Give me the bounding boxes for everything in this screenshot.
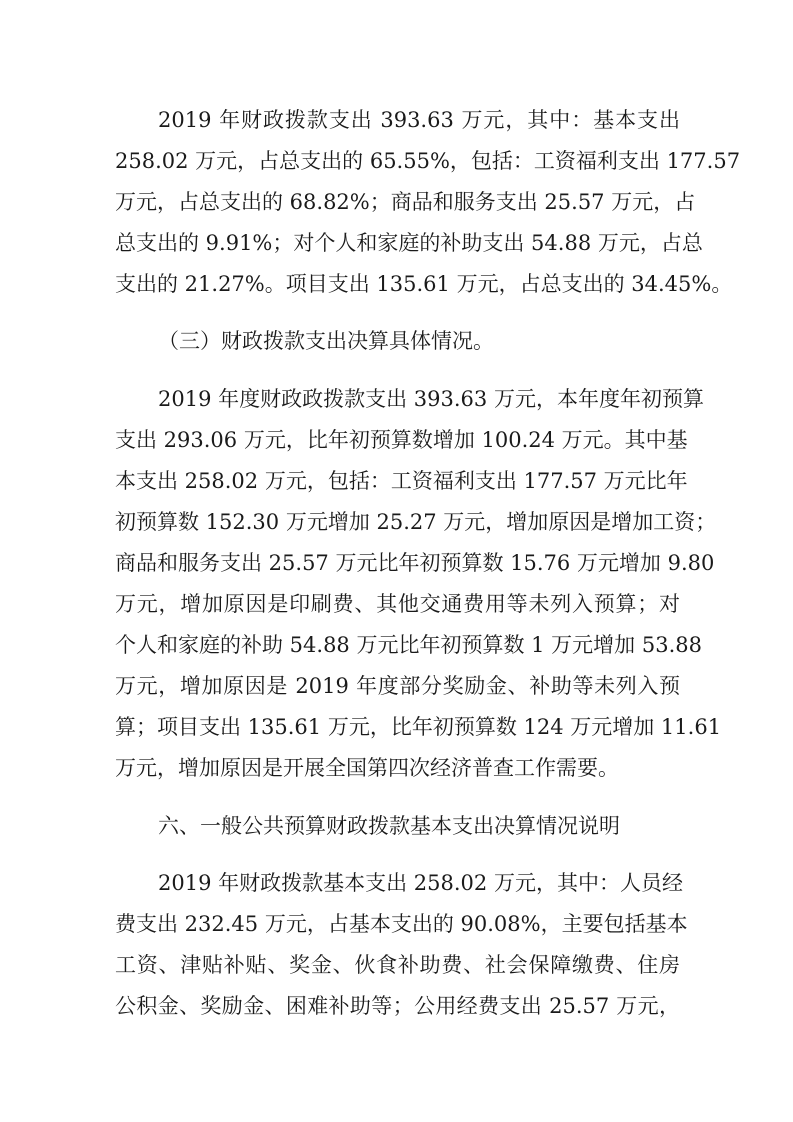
text-line: 258.02 万元，占总支出的 65.55%，包括：工资福利支出 177.57 xyxy=(115,149,741,173)
text-line: 工资、津贴补贴、奖金、伙食补助费、社会保障缴费、住房 xyxy=(115,953,680,977)
text-line: 万元，占总支出的 68.82%；商品和服务支出 25.57 万元，占 xyxy=(115,190,696,214)
text-line: 公积金、奖励金、困难补助等；公用经费支出 25.57 万元， xyxy=(115,994,680,1018)
text-line: 万元，增加原因是印刷费、其他交通费用等未列入预算；对 xyxy=(115,592,680,616)
text-line: 2019 年财政拨款支出 393.63 万元，其中：基本支出 xyxy=(158,108,680,132)
text-line: 本支出 258.02 万元，包括：工资福利支出 177.57 万元比年 xyxy=(115,469,688,493)
text-line: 总支出的 9.91%；对个人和家庭的补助支出 54.88 万元，占总 xyxy=(115,231,703,255)
text-line: 支出的 21.27%。项目支出 135.61 万元，占总支出的 34.45%。 xyxy=(115,272,733,296)
heading-line: 六、一般公共预算财政拨款基本支出决算情况说明 xyxy=(158,814,620,838)
text-line: 万元，增加原因是 2019 年度部分奖励金、补助等未列入预 xyxy=(115,674,680,698)
text-line: 费支出 232.45 万元，占基本支出的 90.08%，主要包括基本 xyxy=(115,912,688,936)
text-line: 个人和家庭的补助 54.88 万元比年初预算数 1 万元增加 53.88 xyxy=(115,633,702,657)
text-line: 算；项目支出 135.61 万元，比年初预算数 124 万元增加 11.61 xyxy=(115,715,722,739)
text-line: 2019 年度财政政拨款支出 393.63 万元，本年度年初预算 xyxy=(158,387,704,411)
text-line: 2019 年财政拨款基本支出 258.02 万元，其中：人员经 xyxy=(158,871,683,895)
text-line: 支出 293.06 万元，比年初预算数增加 100.24 万元。其中基 xyxy=(115,428,688,452)
heading-line: （三）财政拨款支出决算具体情况。 xyxy=(158,329,494,353)
text-line: 商品和服务支出 25.57 万元比年初预算数 15.76 万元增加 9.80 xyxy=(115,551,715,575)
text-line: 初预算数 152.30 万元增加 25.27 万元，增加原因是增加工资； xyxy=(115,510,717,534)
text-line: 万元，增加原因是开展全国第四次经济普查工作需要。 xyxy=(115,756,619,780)
